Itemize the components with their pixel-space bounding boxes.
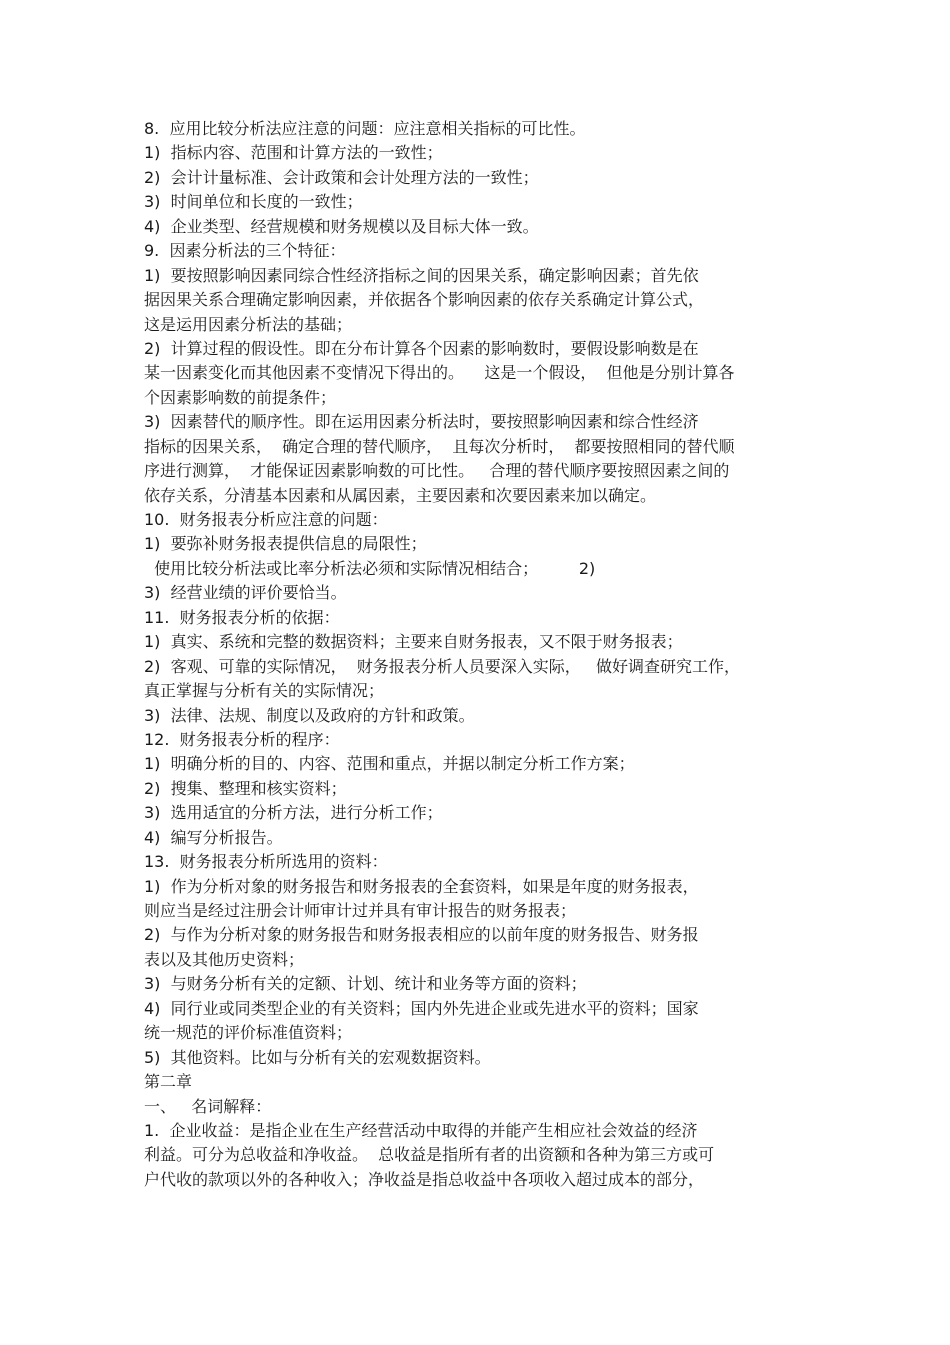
text-line: 1) 明确分析的目的、内容、范围和重点，并据以制定分析工作方案； [144, 754, 635, 774]
text-line: 3) 时间单位和长度的一致性； [144, 192, 363, 212]
text-line: 使用比较分析法或比率分析法必须和实际情况相结合； 2) [144, 558, 596, 578]
text-line: 2) 客观、可靠的实际情况， 财务报表分析人员要深入实际， 做好调查研究工作， [144, 656, 741, 676]
text-line: 1. 企业收益：是指企业在生产经营活动中取得的并能产生相应社会效益的经济 [144, 1120, 698, 1140]
text-line: 4) 企业类型、经营规模和财务规模以及目标大体一致。 [144, 216, 539, 236]
text-line: 3) 因素替代的顺序性。即在运用因素分析法时，要按照影响因素和综合性经济 [144, 412, 699, 432]
text-line: 真正掌握与分析有关的实际情况； [144, 681, 385, 701]
text-line: 依存关系，分清基本因素和从属因素，主要因素和次要因素来加以确定。 [144, 485, 657, 505]
text-line: 这是运用因素分析法的基础； [144, 314, 353, 334]
text-line: 2) 计算过程的假设性。即在分布计算各个因素的影响数时，要假设影响数是在 [144, 338, 699, 358]
text-line: 4) 同行业或同类型企业的有关资料；国内外先进企业或先进水平的资料；国家 [144, 998, 699, 1018]
text-line: 3) 法律、法规、制度以及政府的方针和政策。 [144, 705, 475, 725]
text-line: 表以及其他历史资料； [144, 949, 305, 969]
text-line: 1) 指标内容、范围和计算方法的一致性； [144, 143, 443, 163]
text-line: 某一因素变化而其他因素不变情况下得出的。 这是一个假设， 但他是分别计算各 [144, 363, 735, 383]
text-line: 户代收的款项以外的各种收入；净收益是指总收益中各项收入超过成本的部分， [144, 1169, 705, 1189]
chapter-heading: 第二章 [144, 1072, 193, 1092]
text-line: 3) 与财务分析有关的定额、计划、统计和业务等方面的资料； [144, 974, 587, 994]
text-line: 2) 搜集、整理和核实资料； [144, 778, 347, 798]
text-line: 9. 因素分析法的三个特征： [144, 241, 346, 261]
text-line: 利益。可分为总收益和净收益。 总收益是指所有者的出资额和各种为第三方或可 [144, 1145, 715, 1165]
text-line: 2) 与作为分析对象的财务报告和财务报表相应的以前年度的财务报告、财务报 [144, 925, 699, 945]
text-line: 3) 经营业绩的评价要恰当。 [144, 583, 347, 603]
text-line: 据因果关系合理确定影响因素，并依据各个影响因素的依存关系确定计算公式， [144, 290, 705, 310]
text-line: 1) 真实、系统和完整的数据资料；主要来自财务报表，又不限于财务报表； [144, 632, 683, 652]
text-line: 2) 会计计量标准、会计政策和会计处理方法的一致性； [144, 167, 539, 187]
text-line: 13. 财务报表分析所选用的资料： [144, 852, 388, 872]
text-line: 个因素影响数的前提条件； [144, 387, 337, 407]
text-line: 1) 要按照影响因素同综合性经济指标之间的因果关系，确定影响因素；首先依 [144, 265, 699, 285]
text-line: 1) 作为分析对象的财务报告和财务报表的全套资料，如果是年度的财务报表， [144, 876, 699, 896]
text-line: 序进行测算， 才能保证因素影响数的可比性。 合理的替代顺序要按照因素之间的 [144, 461, 730, 481]
text-line: 5) 其他资料。比如与分析有关的宏观数据资料。 [144, 1047, 491, 1067]
text-line: 4) 编写分析报告。 [144, 827, 283, 847]
text-line: 10. 财务报表分析应注意的问题： [144, 510, 388, 529]
text-line: 则应当是经过注册会计师审计过并具有审计报告的财务报表； [144, 901, 577, 920]
text-line: 12. 财务报表分析的程序： [144, 729, 340, 749]
text-line: 3) 选用适宜的分析方法，进行分析工作； [144, 803, 443, 823]
text-line: 1) 要弥补财务报表提供信息的局限性； [144, 534, 427, 554]
text-line: 11. 财务报表分析的依据： [144, 607, 340, 627]
text-line: 8. 应用比较分析法应注意的问题：应注意相关指标的可比性。 [144, 119, 586, 138]
section-heading: 一、 名词解释： [144, 1096, 272, 1116]
text-line: 指标的因果关系， 确定合理的替代顺序， 且每次分析时， 都要按照相同的替代顺 [144, 436, 735, 456]
document-body [144, 117, 824, 1192]
text-line: 统一规范的评价标准值资料； [144, 1023, 353, 1043]
